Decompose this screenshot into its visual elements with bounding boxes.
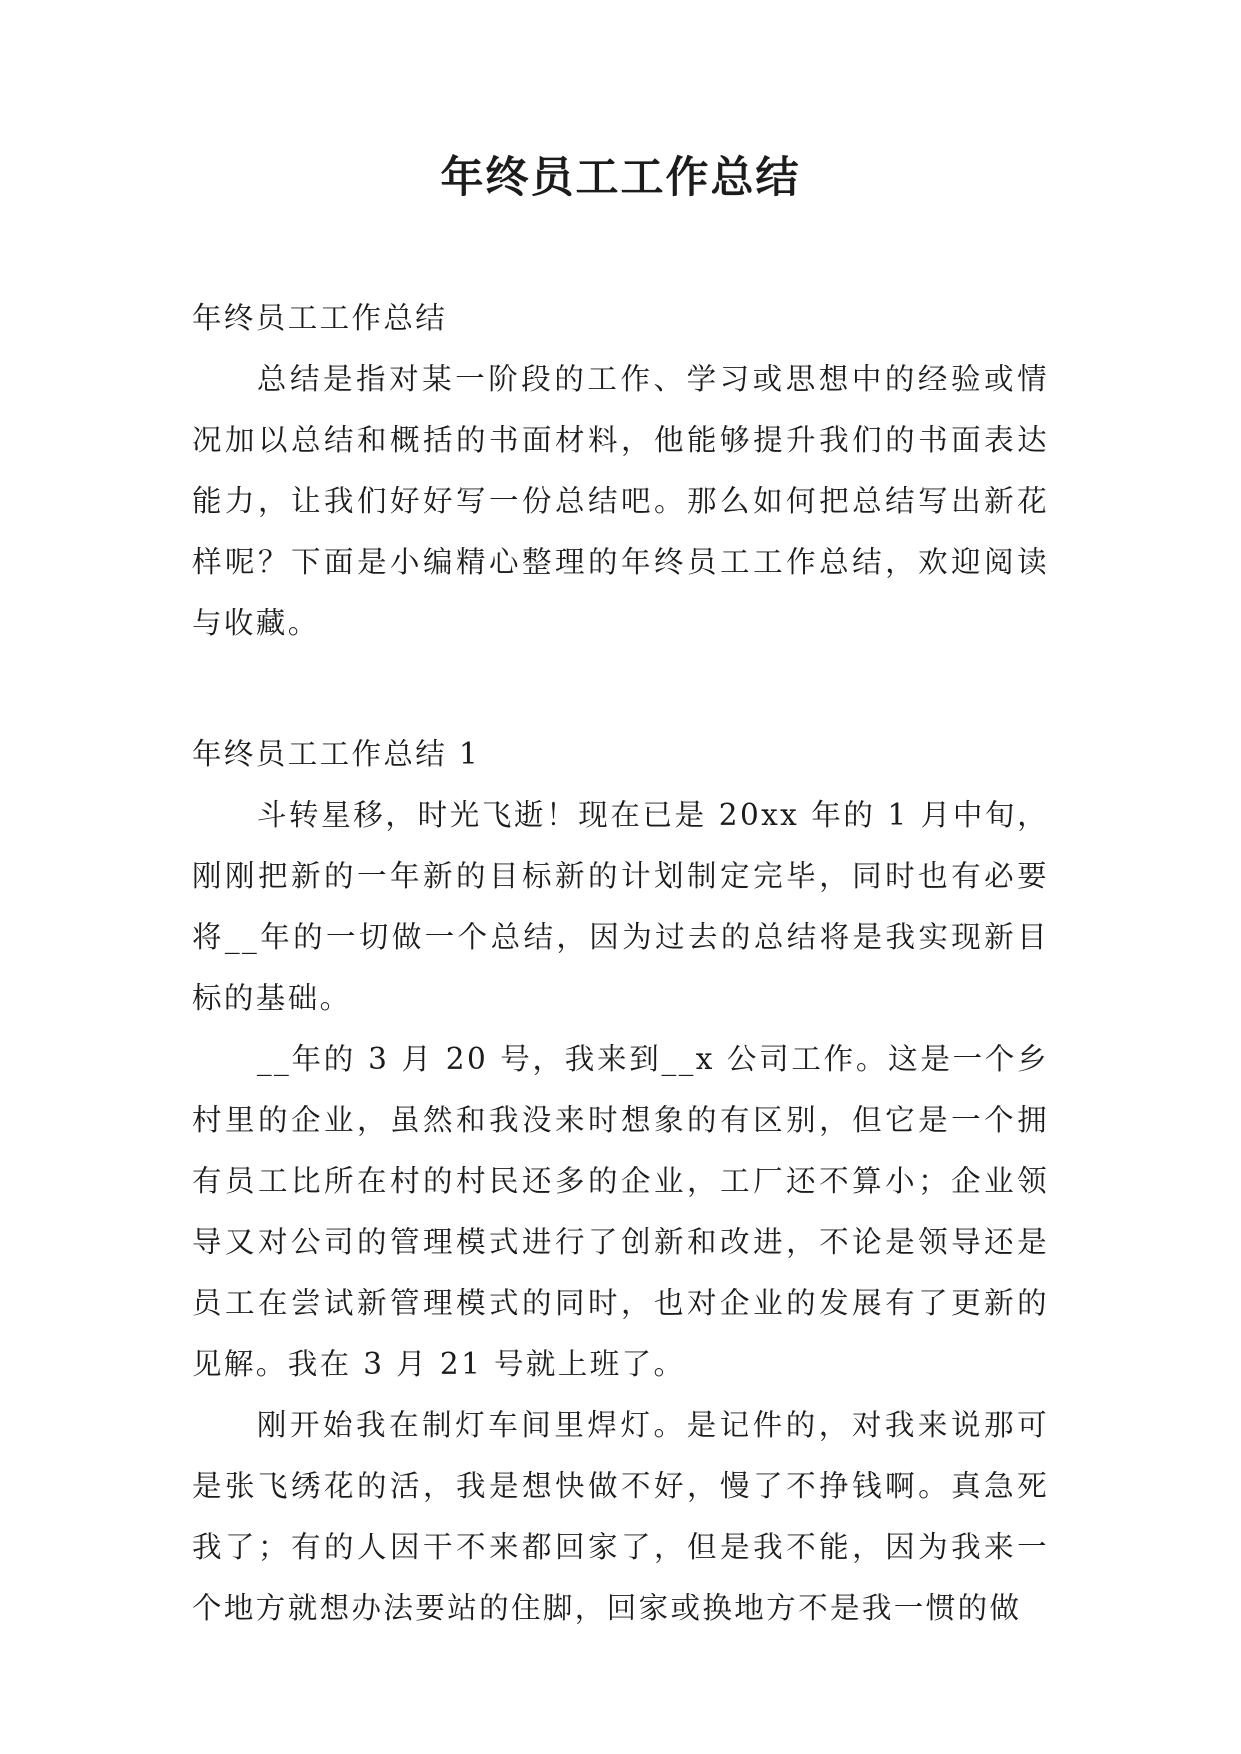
document-title: 年终员工工作总结: [440, 153, 801, 203]
section-1-paragraph: __年的 3 月 20 号，我来到__x 公司工作。这是一个乡村里的企业，虽然和我没来时想象的有区别，但它是一个拥有员工比所在村的村民还多的企业，工厂还不算小；企业领导又对公司的管理模式进行了创新和改进，不论是领导还是员工在尝试新管理模式的同时，也对企业的发展有了更新的见解。我在 3 月 21 号就上班了。: [192, 1042, 1049, 1381]
section-1-heading: 年终员工工作总结 1: [192, 737, 481, 771]
section-1-paragraph: 刚开始我在制灯车间里焊灯。是记件的，对我来说那可是张飞绣花的活，我是想快做不好，慢了不挣钱啊。真急死我了；有的人因干不来都回家了，但是我不能，因为我来一个地方就想办法要站的住脚，回家或换地方不是我一惯的做: [192, 1408, 1049, 1625]
intro-paragraph: 总结是指对某一阶段的工作、学习或思想中的经验或情况加以总结和概括的书面材料，他能够提升我们的书面表达能力，让我们好好写一份总结吧。那么如何把总结写出新花样呢？下面是小编精心整理的年终员工工作总结，欢迎阅读与收藏。: [192, 362, 1049, 640]
section-spacer: [192, 654, 1049, 724]
section-1-paragraph: 斗转星移，时光飞逝！现在已是 20xx 年的 1 月中旬，刚刚把新的一年新的目标新的计划制定完毕，同时也有必要将__年的一切做一个总结，因为过去的总结将是我实现新目标的基础。: [192, 798, 1049, 1015]
intro-heading: 年终员工工作总结: [192, 301, 448, 335]
document-body: [192, 288, 1049, 1639]
